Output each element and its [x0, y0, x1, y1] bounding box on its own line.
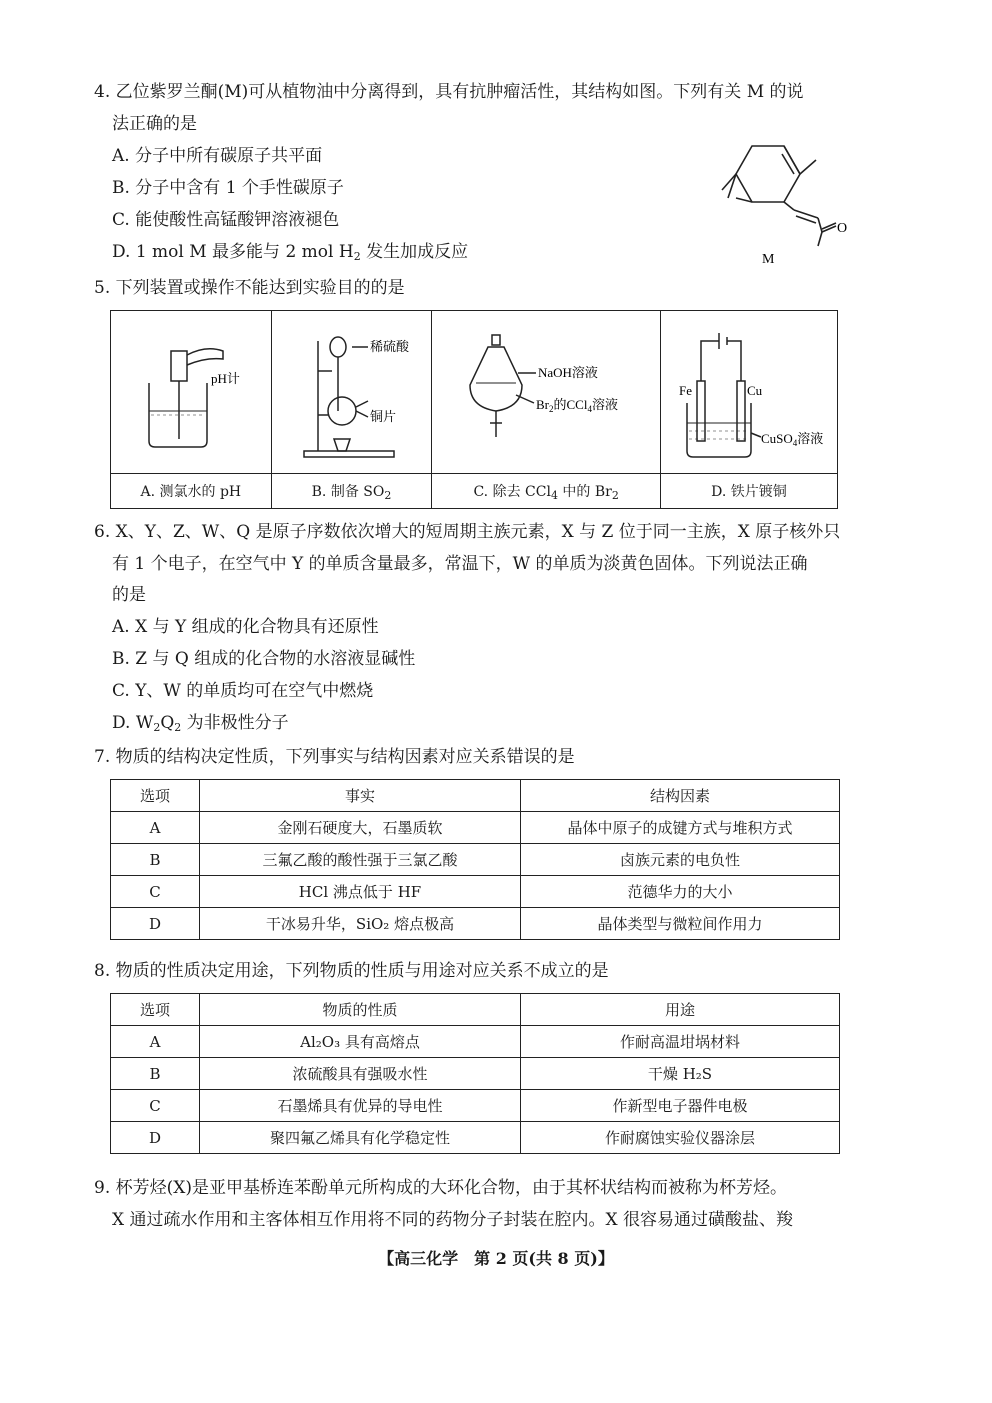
- table-row: [111, 908, 840, 940]
- apparatus-d-caption: D. 铁片镀铜: [661, 474, 838, 509]
- table-cell: A: [111, 812, 200, 844]
- table-row: [111, 812, 840, 844]
- naoh-solution-label: NaOH溶液: [538, 365, 599, 380]
- table-cell: 晶体中原子的成键方式与堆积方式: [521, 812, 840, 844]
- q5-stem: 5. 下列装置或操作不能达到实验目的的是: [94, 278, 405, 298]
- q6-option-c: C. Y、W 的单质均可在空气中燃烧: [112, 681, 374, 701]
- table-cell: D: [111, 908, 200, 940]
- fe-electrode-label: Fe: [679, 383, 692, 398]
- separatory-funnel-figure: [432, 311, 658, 469]
- q6-option-a: A. X 与 Y 组成的化合物具有还原性: [112, 617, 379, 637]
- apparatus-a-caption: A. 测氯水的 pH: [111, 474, 272, 509]
- apparatus-c-cell: [432, 311, 661, 474]
- table-cell: C: [111, 1090, 200, 1122]
- ph-meter-beaker-figure: [111, 311, 269, 469]
- table-row: [111, 1090, 840, 1122]
- table-cell: 范德华力的大小: [521, 876, 840, 908]
- table-header-cell: 选项: [111, 780, 200, 812]
- q8-table: [110, 993, 840, 1154]
- q6-stem-line3: 的是: [112, 585, 146, 605]
- table-cell: 晶体类型与微粒间作用力: [521, 908, 840, 940]
- q4-option-d: D. 1 mol M 最多能与 2 mol $H_2$ 发生加成反应: [112, 242, 469, 263]
- q4-stem-line2: 法正确的是: [112, 114, 197, 134]
- table-cell: 作新型电子器件电极: [521, 1090, 840, 1122]
- table-cell: B: [111, 1058, 200, 1090]
- compound-m-label: M: [762, 252, 775, 267]
- beta-ionone-structure: [718, 132, 850, 272]
- table-header-cell: 结构因素: [521, 780, 840, 812]
- table-row: [111, 876, 840, 908]
- apparatus-b-cell: [271, 311, 432, 474]
- apparatus-d-cell: [661, 311, 838, 474]
- table-cell: 聚四氟乙烯具有化学稳定性: [200, 1122, 521, 1154]
- table-header-cell: 用途: [521, 994, 840, 1026]
- electroplating-cell-figure: [661, 311, 837, 469]
- copper-sheet-label: 铜片: [369, 409, 396, 424]
- table-cell: 浓硫酸具有强吸水性: [200, 1058, 521, 1090]
- table-row: [111, 844, 840, 876]
- q9-stem-line1: 9. 杯芳烃(X)是亚甲基桥连苯酚单元所构成的大环化合物，由于其杯状结构而被称为杯芳烃。: [94, 1178, 787, 1198]
- table-row: [111, 1122, 840, 1154]
- q4-option-a: A. 分子中所有碳原子共平面: [112, 146, 323, 166]
- q6-stem-line1: 6. X、Y、Z、W、Q 是原子序数依次增大的短周期主族元素，X 与 Z 位于同一主族，X 原子核外只: [94, 522, 841, 542]
- table-cell: 金刚石硬度大，石墨质软: [200, 812, 521, 844]
- q6-stem-line2: 有 1 个电子，在空气中 Y 的单质含量最多，常温下，W 的单质为淡黄色固体。下列说法正确: [112, 554, 808, 574]
- ph-meter-label: pH计: [211, 371, 240, 386]
- table-row: [111, 1058, 840, 1090]
- apparatus-b-caption: B. 制备 $SO_2$: [271, 474, 432, 509]
- dilute-sulfuric-acid-label: 稀硫酸: [369, 339, 409, 354]
- page-footer: 【高三化学 第 2 页(共 8 页)】: [378, 1249, 614, 1268]
- cu-electrode-label: Cu: [747, 383, 763, 398]
- q4-stem-line1: 4. 乙位紫罗兰酮(M)可从植物油中分离得到，具有抗肿瘤活性，其结构如图。下列有关 M 的说: [94, 82, 804, 102]
- apparatus-a-cell: [111, 311, 272, 474]
- q4-option-c: C. 能使酸性高锰酸钾溶液褪色: [112, 210, 340, 230]
- table-cell: 干燥 H₂S: [521, 1058, 840, 1090]
- table-cell: 干冰易升华，SiO₂ 熔点极高: [200, 908, 521, 940]
- q6-option-d: D. $W_2Q_2$ 为非极性分子: [112, 713, 289, 734]
- table-header-row: [111, 994, 840, 1026]
- q8-stem: 8. 物质的性质决定用途，下列物质的性质与用途对应关系不成立的是: [94, 961, 609, 981]
- table-cell: Al₂O₃ 具有高熔点: [200, 1026, 521, 1058]
- table-header-cell: 物质的性质: [200, 994, 521, 1026]
- table-header-cell: 选项: [111, 994, 200, 1026]
- table-header-row: [111, 780, 840, 812]
- table-cell: 石墨烯具有优异的导电性: [200, 1090, 521, 1122]
- table-cell: HCl 沸点低于 HF: [200, 876, 521, 908]
- table-row: [111, 1026, 840, 1058]
- q7-table: [110, 779, 840, 940]
- table-cell: C: [111, 876, 200, 908]
- q7-stem: 7. 物质的结构决定性质，下列事实与结构因素对应关系错误的是: [94, 747, 575, 767]
- table-cell: A: [111, 1026, 200, 1058]
- table-cell: 作耐高温坩埚材料: [521, 1026, 840, 1058]
- q9-stem-line2: X 通过疏水作用和主客体相互作用将不同的药物分子封装在腔内。X 很容易通过磺酸盐、羧: [112, 1210, 794, 1230]
- q4-option-b: B. 分子中含有 1 个手性碳原子: [112, 178, 344, 198]
- table-cell: D: [111, 1122, 200, 1154]
- apparatus-c-caption: C. 除去 CCl$_4$ 中的 $Br_2$: [432, 474, 661, 509]
- br2-ccl4-solution-label: $Br_2$的CCl$_4$溶液: [536, 397, 619, 414]
- table-cell: 三氟乙酸的酸性强于三氯乙酸: [200, 844, 521, 876]
- oxygen-atom-label: O: [837, 221, 848, 236]
- cuso4-solution-label: CuSO$_4$溶液: [761, 431, 824, 448]
- table-header-cell: 事实: [200, 780, 521, 812]
- q5-apparatus-table: [110, 310, 838, 509]
- table-cell: B: [111, 844, 200, 876]
- q6-option-b: B. Z 与 Q 组成的化合物的水溶液显碱性: [112, 649, 416, 669]
- table-cell: 作耐腐蚀实验仪器涂层: [521, 1122, 840, 1154]
- so2-generator-figure: [272, 311, 430, 469]
- table-cell: 卤族元素的电负性: [521, 844, 840, 876]
